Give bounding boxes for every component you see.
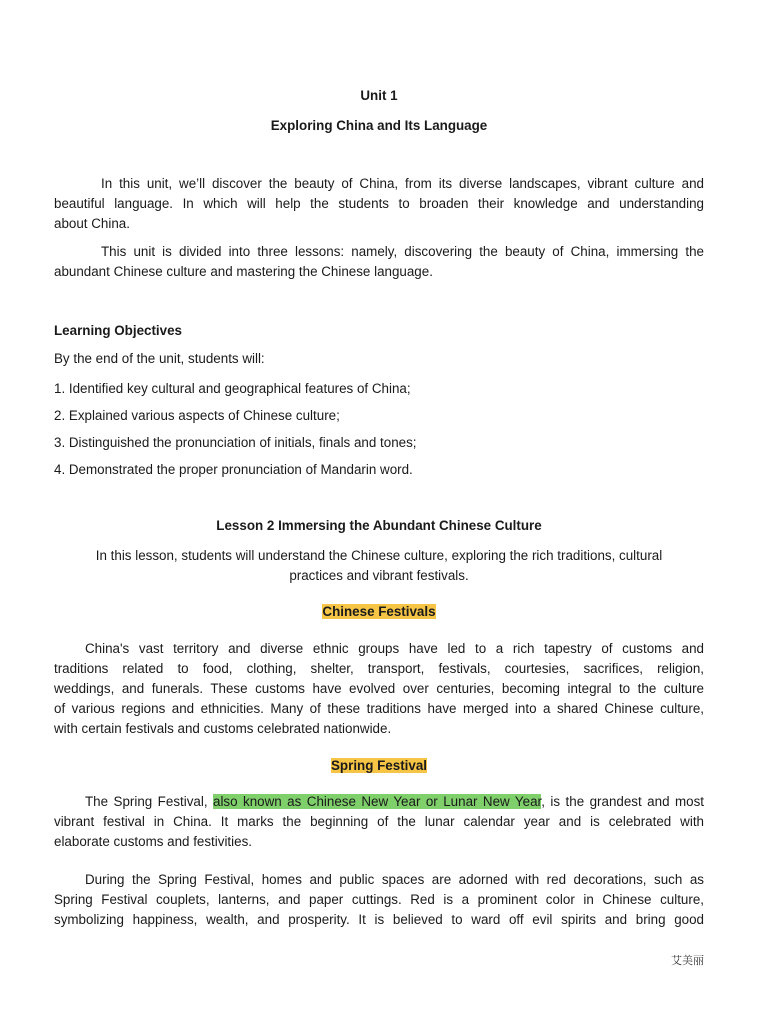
festivals-line4: of various regions and ethnicities. Many of these traditions have merged into a shared Chinese culture,	[54, 701, 704, 716]
spring-p1-post: , is the grandest and most	[541, 794, 704, 809]
unit-label: Unit 1	[360, 88, 398, 103]
page-footer-author: 艾美丽	[671, 954, 704, 967]
lesson-heading: Lesson 2 Immersing the Abundant Chinese Culture	[216, 518, 542, 533]
festivals-line3: weddings, and funerals. These customs have evolved over centuries, becoming integral to the culture	[54, 681, 704, 696]
festivals-line1: China's vast territory and diverse ethnic groups have led to a rich tapestry of customs and	[85, 641, 704, 656]
intro-p2-line1: This unit is divided into three lessons: namely, discovering the beauty of China, immersing the	[101, 244, 704, 259]
objectives-lead: By the end of the unit, students will:	[54, 351, 265, 366]
spring-p1-line3: elaborate customs and festivities.	[54, 834, 252, 849]
intro-p1-line3: about China.	[54, 216, 130, 231]
unit-title: Exploring China and Its Language	[270, 118, 488, 133]
document-page	[54, 0, 704, 1024]
lesson-desc-line1: In this lesson, students will understand the Chinese culture, exploring the rich traditions, cultural	[95, 548, 663, 563]
festivals-line2: traditions related to food, clothing, shelter, transport, festivals, courtesies, sacrifices, religion,	[54, 661, 704, 676]
spring-heading: Spring Festival	[331, 758, 427, 773]
spring-p2-line1: During the Spring Festival, homes and public spaces are adorned with red decorations, such as	[85, 872, 704, 887]
objective-item-1: 1. Identified key cultural and geographical features of China;	[54, 381, 411, 396]
spring-p1-line2: vibrant festival in China. It marks the beginning of the lunar calendar year and is celebrated with	[54, 814, 704, 829]
spring-p2-line2: Spring Festival couplets, lanterns, and paper cuttings. Red is a prominent color in Chinese culture,	[54, 892, 704, 907]
spring-p1-line1	[54, 792, 704, 812]
festivals-heading: Chinese Festivals	[322, 604, 436, 619]
intro-p2-line2: abundant Chinese culture and mastering the Chinese language.	[54, 264, 433, 279]
spring-p2-line3: symbolizing happiness, wealth, and prosperity. It is believed to ward off evil spirits and bring good	[54, 912, 704, 927]
objective-item-4: 4. Demonstrated the proper pronunciation of Mandarin word.	[54, 462, 413, 477]
festivals-line5: with certain festivals and customs celebrated nationwide.	[54, 721, 392, 736]
spring-heading-wrap	[54, 756, 704, 776]
festivals-heading-wrap	[54, 602, 704, 622]
lesson-desc-line2: practices and vibrant festivals.	[289, 568, 469, 583]
objective-item-3: 3. Distinguished the pronunciation of initials, finals and tones;	[54, 435, 417, 450]
intro-p1-line1: In this unit, we’ll discover the beauty of China, from its diverse landscapes, vibrant culture and	[101, 176, 704, 191]
intro-p1-line2: beautiful language. In which will help the students to broaden their knowledge and understanding	[54, 196, 704, 211]
objective-item-2: 2. Explained various aspects of Chinese culture;	[54, 408, 340, 423]
spring-p1-pre: The Spring Festival,	[85, 794, 213, 809]
spring-p1-highlight: also known as Chinese New Year or Lunar New Year	[213, 794, 542, 809]
objectives-heading: Learning Objectives	[54, 323, 182, 338]
